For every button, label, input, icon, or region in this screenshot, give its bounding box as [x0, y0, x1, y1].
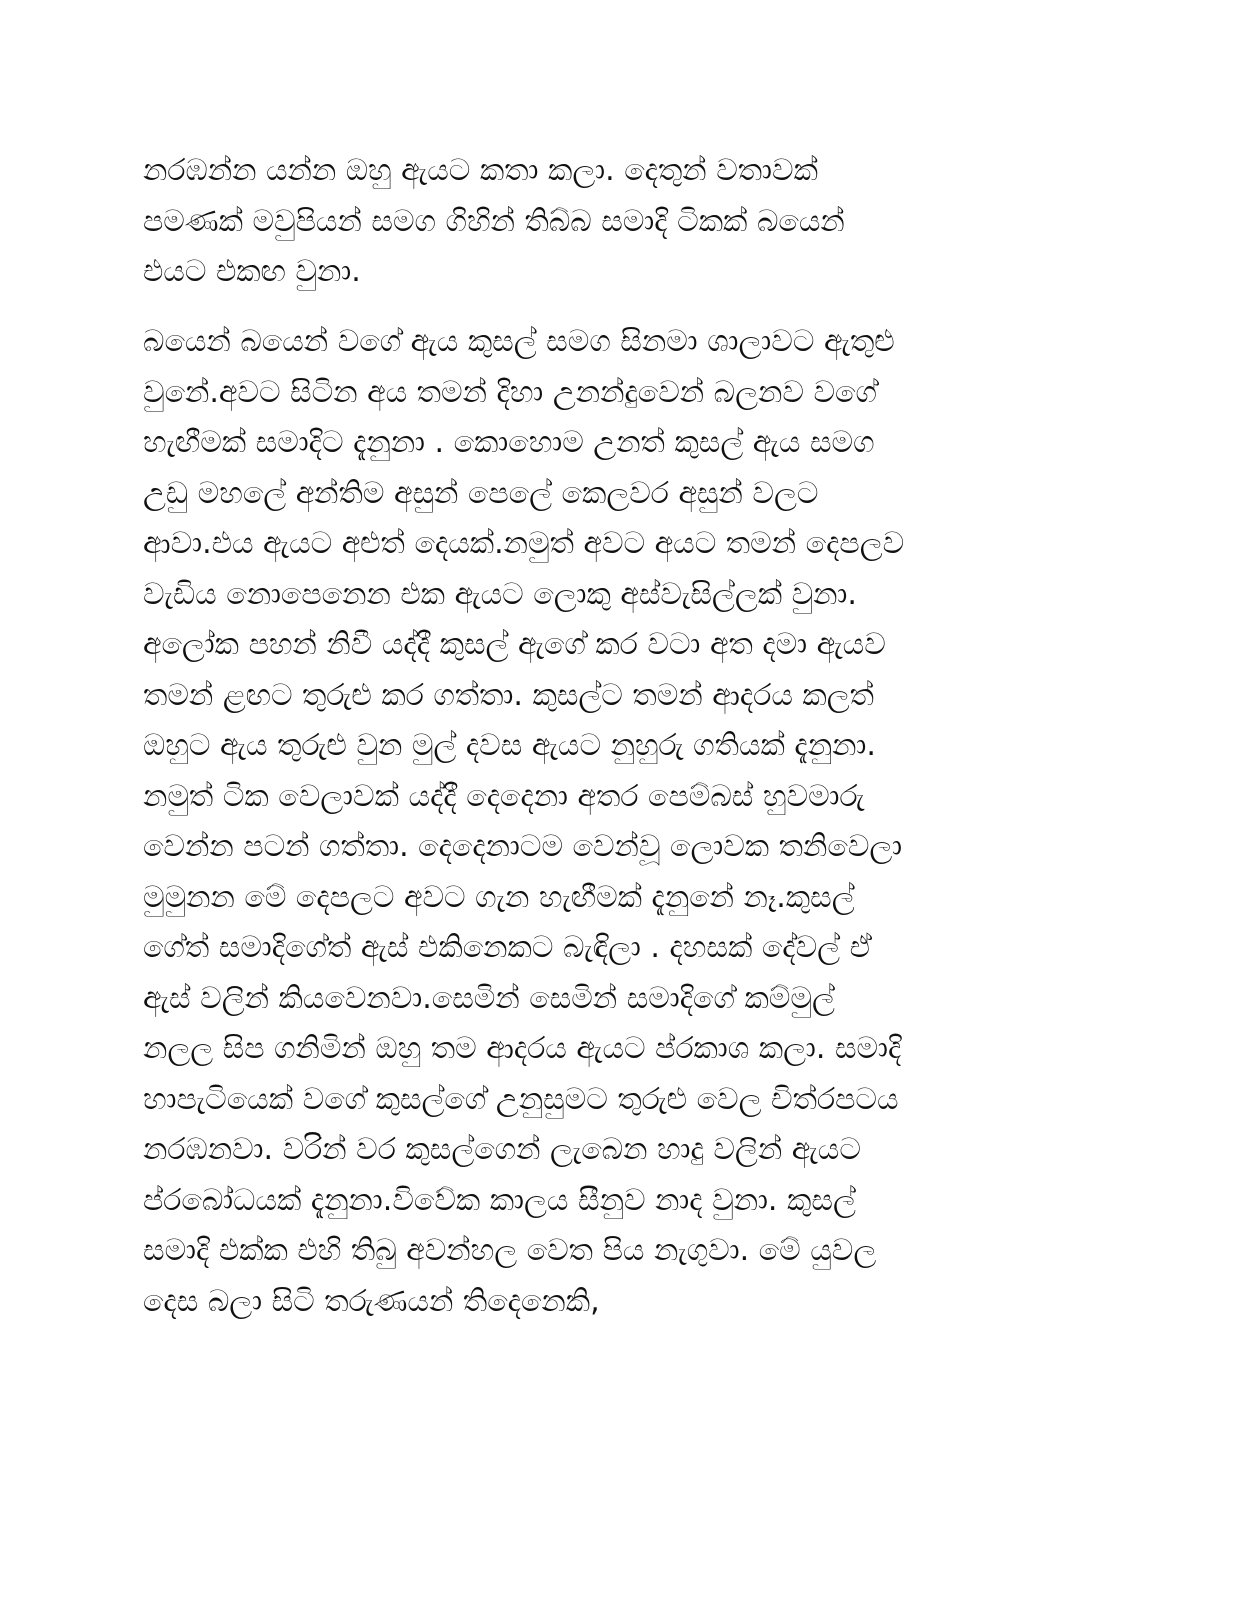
- text-line: දෙස බලා සිටි තරුණයන් තිදෙනෙකි,: [143, 1283, 600, 1319]
- text-line: ප්රබෝධයක් දැනුනා.විවේක කාලය සීනුව නාද වුනා. කුසල්: [143, 1182, 856, 1218]
- text-line: හැඟීමක් සමාදිට දැනුනා . කොහොම උනත් කුසල් ඇය සමග: [143, 425, 875, 460]
- text-line: ඇස් වලින් කියවෙනවා.සෙමින් සෙමින් සමාදිගේ කම්මුල්: [143, 980, 835, 1016]
- text-line: වුනේ.අවට සිටින අය තමන් දිහා උනන්දුවෙන් බලනව වගේ: [143, 374, 877, 410]
- text-line: අලෝක පහන් නිවී යද්දී කුසල් ඇගේ කර වටා අත දමා ඇයව: [143, 627, 886, 662]
- text-line: ගේත් සමාදිගේත් ඇස් එකිනෙකට බැඳිලා . දහසක් දේවල් ඒ: [143, 930, 872, 965]
- text-line: මුමුනන මේ දෙපලට අවට ගැන හැඟීමක් දැනුනේ නෑ.කුසල්: [143, 879, 855, 915]
- paragraph-2: [143, 317, 1073, 1327]
- text-line: නරඹනවා. වරින් වර කුසල්ගෙන් ලැබෙන හාදු වලින් ඇයට: [143, 1132, 861, 1167]
- text-line: වැඩිය නොපෙනෙන එක ඇයට ලොකු අස්වැසිල්ලක් වුනා.: [143, 576, 857, 612]
- text-line: ඔහුට ඇය තුරුළු වුන මුල් දවස ඇයට නුහුරු ගතියක් දැනුනා.: [143, 728, 876, 763]
- paragraph-1: [143, 146, 1073, 298]
- text-line: නලල සිප ගනිමින් ඔහු තම ආදරය ඇයට ප්රකාශ කලා. සමාදි: [143, 1031, 902, 1066]
- text-line: නරඹන්න යන්න ඔහු ඇයට කතා කලා. දෙතුන් වතාවක්: [143, 153, 818, 188]
- text-line: පමණක් මවුපියන් සමග ගිහින් තිබ්බ සමාදි ටිකක් බයෙන්: [143, 203, 845, 239]
- text-line: සමාදි එක්ක එහි තිබු අවන්හල වෙත පිය නැගුවා. මේ යුවල: [143, 1233, 877, 1268]
- text-line: තමන් ළඟට තුරුළු කර ගත්තා. කුසල්ට තමන් ආදරය කලත්: [143, 677, 875, 713]
- text-line: නමුත් ටික වෙලාවක් යද්දී දෙදෙනා අතර පෙම්බස් හුවමාරු: [143, 778, 865, 814]
- text-line: එයට එකඟ වුනා.: [143, 254, 361, 289]
- text-line: වෙන්න පටන් ගත්තා. දෙදෙනාටම වෙන්වූ ලොවක තනිවෙලා: [143, 829, 903, 864]
- text-line: ආවා.එය ඇයට අළුත් දෙයක්.නමුත් අවට අයට තමන් දෙපලව: [143, 526, 905, 561]
- text-line: බයෙන් බයෙන් වගේ ඇය කුසල් සමග සිනමා ශාලාවට ඇතුළු: [143, 324, 895, 359]
- text-line: උඩු මහලේ අන්තිම අසුන් පෙලේ කෙලවර අසුන් වලට: [143, 475, 819, 511]
- text-line: හාපැටියෙක් වගේ කුසල්ගේ උනුසුමට තුරුළු වෙල චිත්රපටය: [143, 1081, 899, 1117]
